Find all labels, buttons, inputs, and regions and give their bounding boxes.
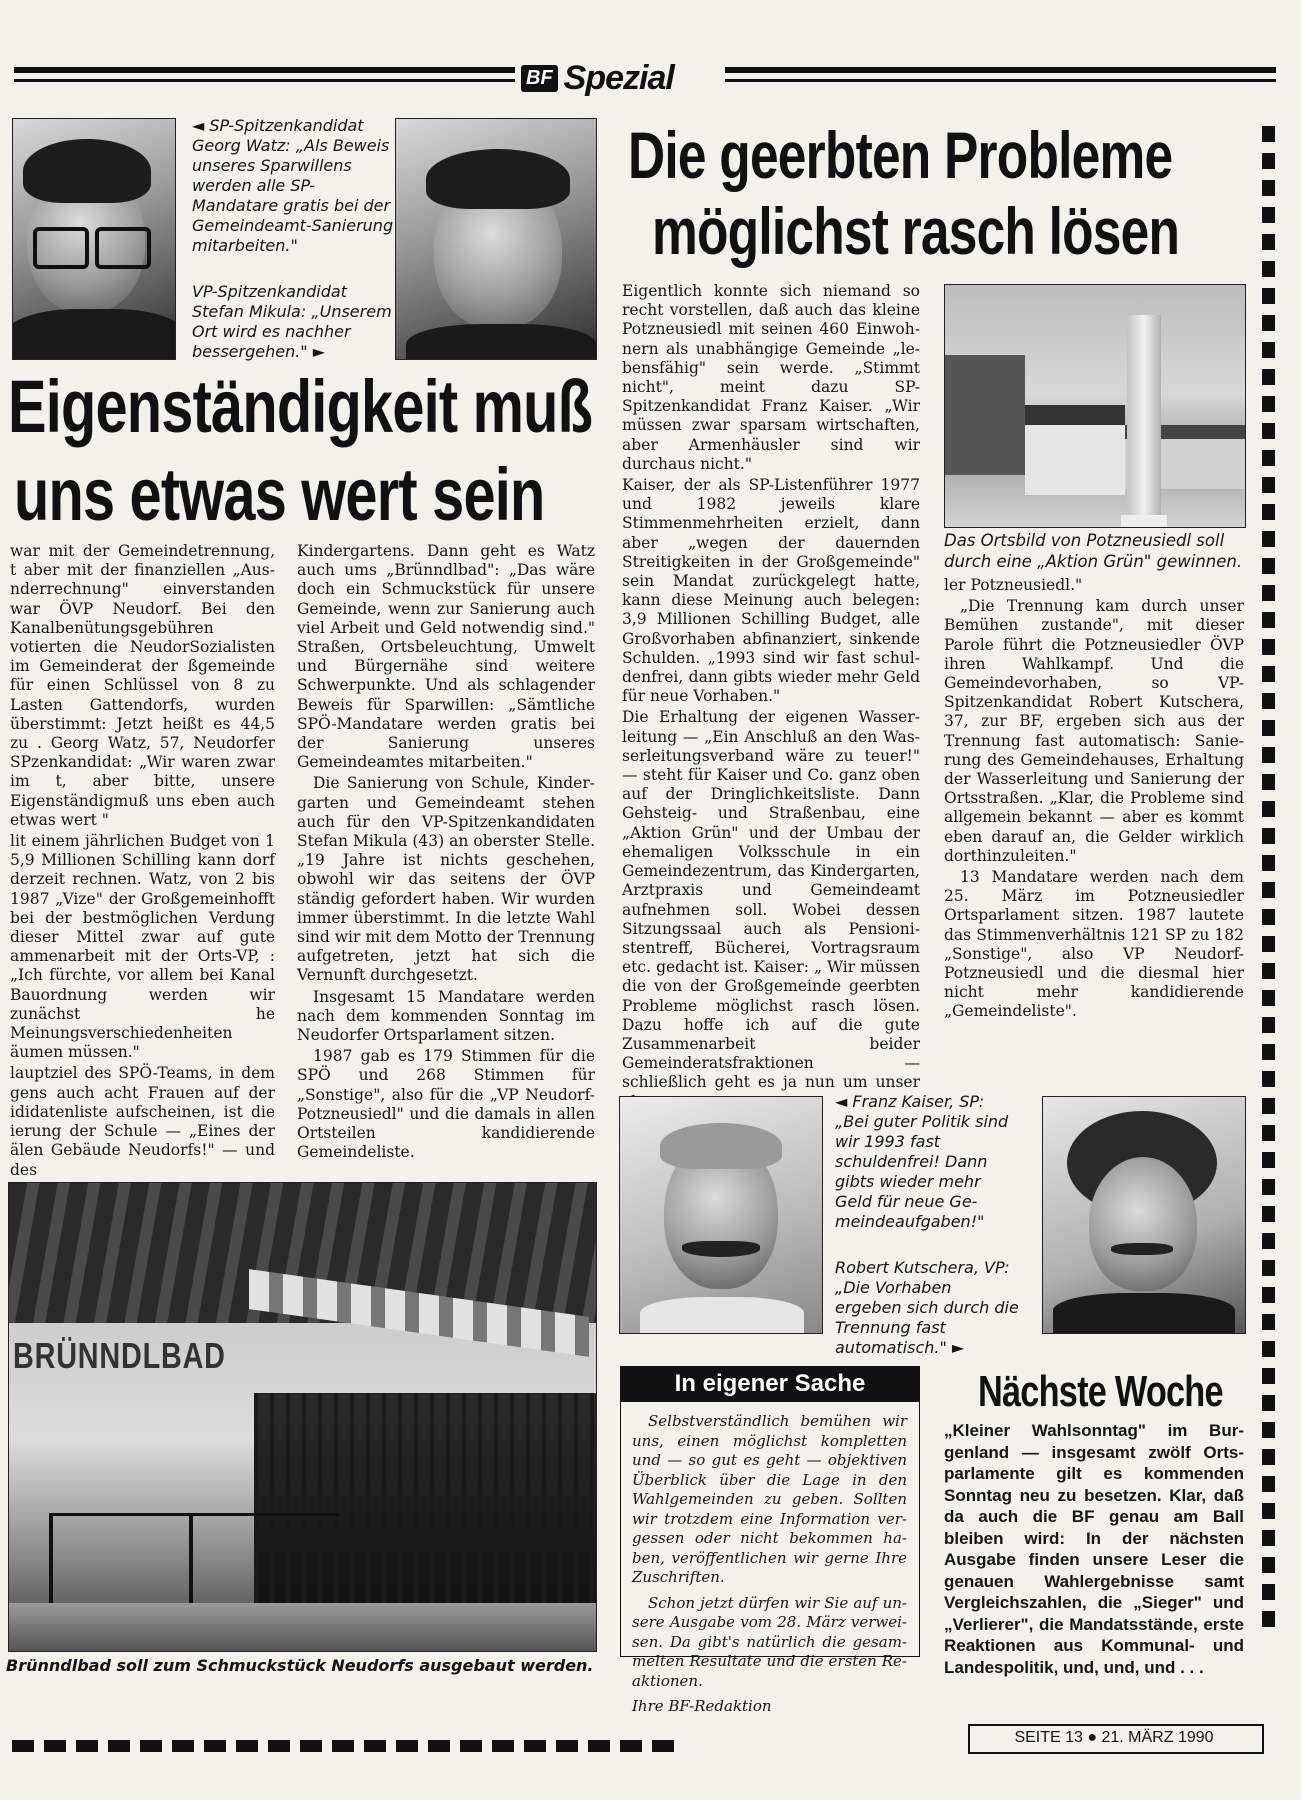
naechste-woche-text: „Kleiner Wahlsonntag" im Burgenland — insgesamt zwölf Ortsparlamente gilt es kommenden Sonntag neu zu besetzen. Klar, daß da auch die BF genau am Ball bleiben wird: In der nächsten Ausgabe finden unsere Leser die genauen Wahlergebnisse samt Vergleichszahlen, die „Sieger" und „Verlierer", die Mandatsstände, erste Reaktionen aus Kommunal- und Landespolitik, und, und, und . . .	[944, 1421, 1244, 1677]
article-column-2	[297, 542, 595, 1165]
paragraph: 13 Mandatare werden nach dem 25. März im Potzneusiedler Ortsparlament sitzen. 1987 lautete das Stimmenverhältnis 121 SP zu 182 „Sonstige", also VP Neudorf-Potzneusiedl und die diesmal hier nicht mehr kandidierende „Gemeindeliste".	[944, 868, 1244, 1021]
naechste-woche-title: Nächste Woche	[978, 1367, 1223, 1416]
page-footer-label: SEITE 13 ● 21. MÄRZ 1990	[1014, 1729, 1214, 1746]
paragraph: Kaiser, der als SP-Listenführer 1977 und 1982 jeweils klare Stimmenmehrheiten erzielt, dann aber „wegen der dauernden Streitigkeiten in der Großgemeinde" sein Mandat zurückgelegt hatte, kann diese Meinung auch belegen: 3,9 Millionen Schilling Budget, alle Großvorhaben abfinanziert, sinkende Schulden. „1993 sind wir fast schuldenfrei, dann gibts wieder mehr Geld für neue Vorhaben."	[622, 476, 920, 706]
paragraph: „Die Trennung kam durch unser Bemühen zustande", mit dieser Parole führt die Potzneusiedler ÖVP ihren Wahlkampf. Und die Gemeindevorhaben, so VP-Spitzenkandidat Robert Kutschera, 37, zur BF, ergeben sich aus der Trennung fast automatisch: Sanierung des Gemeindehauses, Erhaltung der Wasserleitung und Sanierung der Ortsstraßen. „Klar, die Probleme sind allgemein bekannt — aber es kommt eben darauf an, die Gelder wirklich dorthinzuleiten."	[944, 597, 1244, 865]
in-eigener-sache-text	[632, 1412, 907, 1717]
paragraph: lit einem jährlichen Budget von 1 5,9 Millionen Schilling kann dorf derzeit rechnen. Watz, von 2 bis 1987 „Vize" der Großgemeinhofft bei der bestmöglichen Verdung dieser Mittel zwar auf gute ammenarbeit mit der Orts-VP, : „Ich fürchte, vor allem bei Kanal Bauordnung werden wir zunächst he Meinungsverschiedenheiten äumen müssen."	[10, 832, 275, 1062]
caption-village: Das Ortsbild von Potzneusiedl soll durch eine „Aktion Grün" gewinnen.	[944, 531, 1243, 571]
paragraph: ler Potzneusiedl."	[944, 576, 1083, 594]
paragraph: Insgesamt 15 Mandatare werden nach dem kommenden Sonntag im Neudorfer Ortsparlament sitzen.	[297, 987, 595, 1045]
paragraph: Die Sanierung von Schule, Kindergarten und Gemeindeamt stehen auch für den VP-Spitzenkandidaten Stefan Mikula (43) an oberster Stelle. „19 Jahre ist nichts geschehen, obwohl wir das seitens der ÖVP ständig gefordert haben. Wir wurden immer überstimmt. In die letzte Wahl sind wir mit dem Motto der Trennung aufgetreten, jetzt hat sich die Vernunft durchgesetzt.	[297, 774, 595, 985]
article-column-4	[944, 576, 1244, 1024]
paragraph: Kindergartens. Dann geht es Watz auch ums „Brünndlbad": „Das wäre doch ein Schmuckstück für unsere Gemeinde, wenn zur Sanierung auch viel Arbeit und Geld notwendig sind." Straßen, Ortsbeleuchtung, Umwelt und Bürgernähe sind weitere Schwerpunkte. Und als schlagender Beweis für Sparwillen: „Sämtliche SPÖ-Mandatare werden gratis bei der Sanierung unseres Gemeindeamtes mitarbeiten."	[297, 542, 595, 772]
paragraph: Die Erhaltung der eigenen Wasserleitung — „Ein Anschluß an den Wasserleitungsverband wäre zu teuer!" — steht für Kaiser und Co. ganz oben auf der Dringlichkeitsliste. Dann Gehsteig- und Straßenbau, eine „Aktion Grün" und der Umbau der ehemaligen Volksschule in ein Gemeindezentrum, das Kindergarten, Arztpraxis und Gemeindeamt aufnehmen soll. Wobei dessen Sitzungssaal auch als Pensionistentreff, Bücherei, Vortragsraum etc. gedacht ist. Kaiser: „ Wir müssen die von der Großgemeinde geerbten Probleme möglichst rasch lösen. Dazu hoffe ich auf die gute Zusammenarbeit beider Gemeinderatsfraktionen — schließlich geht es ja nun um unser	[622, 708, 920, 1092]
caption-stefan-mikula: VP-Spitzenkandidat Stefan Mikula: „Unserem Ort wird es nachher bessergehen." ►	[192, 282, 392, 361]
caption-bruenndlbad: Brünndlbad soll zum Schmuckstück Neudorfs ausgebaut werden.	[6, 1656, 594, 1675]
bf-logo-badge: BF	[521, 65, 558, 92]
paragraph: Eigentlich konnte sich niemand so recht vorstellen, daß auch das kleine Potzneusiedl mit seinen 460 Einwohnern als unabhängige Gemeinde „lebensfähig" sein werde. „Stimmt nicht", meint dazu SP-Spitzenkandidat Franz Kaiser. „Wir müssen zwar sparsam wirtschaften, aber Armenhäusler sind wir durchaus nicht."	[622, 282, 920, 473]
article-column-1	[10, 542, 275, 1182]
bruenndlbad-sign: BRÜNNDLBAD	[13, 1335, 226, 1376]
photo-georg-watz	[12, 118, 176, 360]
in-eigener-sache-title: In eigener Sache	[620, 1366, 920, 1402]
section-title-spezial: Spezial	[563, 58, 674, 97]
photo-robert-kutschera	[1042, 1096, 1246, 1334]
photo-bruenndlbad	[8, 1182, 597, 1652]
paragraph: lauptziel des SPÖ-Teams, in dem gens auch acht Frauen auf der ididatenliste aufscheinen, ist die ierung der Schule — „Eines der älen Gebäude Neudorfs!" — und des	[10, 1064, 275, 1179]
headline-eigenstaendigkeit-2: uns etwas wert sein	[14, 453, 545, 536]
headline-geerbte-probleme-2: möglichst rasch lösen	[652, 194, 1180, 268]
paragraph: 1987 gab es 179 Stimmen für die SPÖ und 268 Stimmen für „Sonstige", also für die „VP Neudorf-Potzneusiedl" und die damals in allen Ortsteilen kandidierende Gemeindeliste.	[297, 1047, 595, 1162]
photo-stefan-mikula	[395, 118, 597, 360]
paragraph: Schon jetzt dürfen wir Sie auf unsere Ausgabe vom 28. März verweisen. Da gibt's natürlich die gesammelten Resultate und die ersten Reaktionen.	[632, 1593, 907, 1690]
caption-franz-kaiser: ◄ Franz Kaiser, SP: „Bei guter Politik sind wir 1993 fast schuldenfrei! Dann gibts wieder mehr Geld für neue Gemeindeaufgaben!"	[835, 1092, 1009, 1231]
caption-georg-watz: ◄ SP-Spitzenkandidat Georg Watz: „Als Beweis unseres Sparwillens werden alle SP-Mandatare gratis bei der Gemeindeamt-Sanierung mitarbeiten."	[192, 116, 394, 255]
paragraph: Selbstverständlich bemühen wir uns, einen möglichst kompletten und — so gut es geht — objektiven Überblick über die Lage in den Wahlgemeinden zu geben. Sollten wir trotzdem eine Information vergessen oder nicht bekommen haben, veröffentlichen wir gerne Ihre Zuschriften.	[632, 1412, 907, 1586]
caption-robert-kutschera: Robert Kutschera, VP: „Die Vorhaben ergeben sich durch die Trennung fast automatisch." ►	[835, 1258, 1019, 1357]
photo-potzneusiedl-village	[944, 284, 1246, 528]
article-column-3	[622, 282, 920, 1114]
headline-geerbte-probleme-1: Die geerbten Probleme	[628, 118, 1173, 192]
signoff: Ihre BF-Redaktion	[632, 1697, 772, 1715]
photo-franz-kaiser	[619, 1096, 823, 1334]
paragraph: war mit der Gemeindetrennung, t aber mit der finanziellen „Ausnderrechnung" einverstanden war ÖVP Neudorf. Bei den Kanalbenütungsgebühren votierten die NeudorSozialisten im Gemeinderat der ßgemeinde für einen Schlüssel von 8 zu Lasten Gattendorfs, wurden überstimmt: Jetzt heißt es 44,5 zu . Georg Watz, 57, Neudorfer SPzenkandidat: „Wir waren zwar im t, aber bitte, unsere Eigenständigmuß uns eben auch etwas wert "	[10, 542, 275, 829]
headline-eigenstaendigkeit-1: Eigenständigkeit muß	[8, 365, 593, 448]
decorative-right-border	[1262, 126, 1275, 1627]
section-logo	[515, 58, 725, 98]
decorative-bottom-border	[12, 1740, 674, 1752]
